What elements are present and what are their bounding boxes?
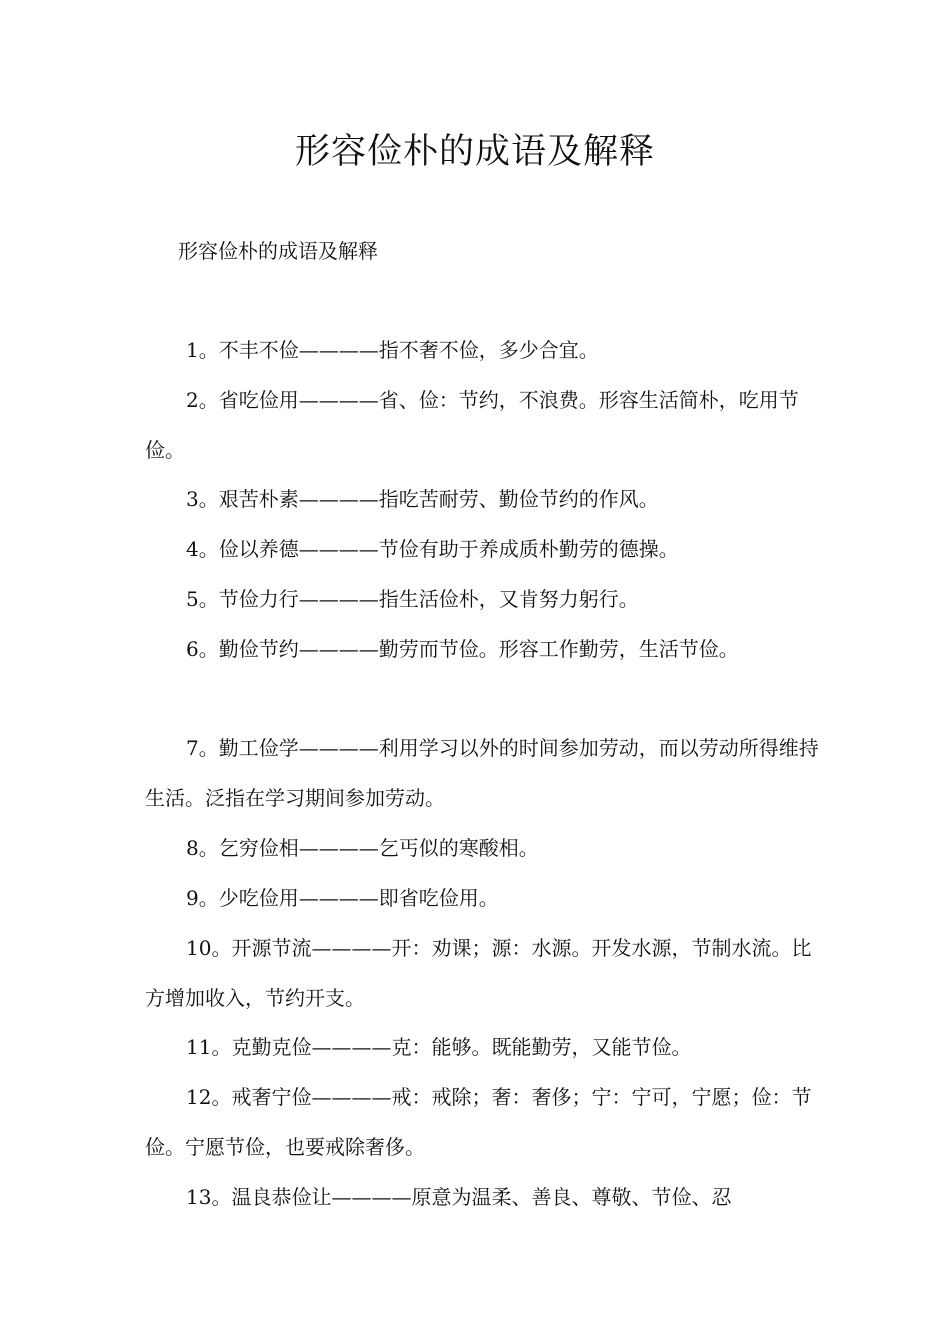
entry-text: 节俭力行————指生活俭朴，又肯努力躬行。 [218,587,639,611]
entry-text: 俭以养德————节俭有助于养成质朴勤劳的德操。 [218,537,679,561]
idiom-entry-1 [145,325,825,375]
idiom-entry-9 [145,873,825,923]
entry-text: 勤俭节约————勤劳而节俭。形容工作勤劳，生活节俭。 [218,637,739,661]
idiom-entry-11 [145,1022,825,1072]
entry-number: 3。 [186,487,219,511]
entry-text: 戒奢宁俭————戒：戒除；奢：奢侈；宁：宁可，宁愿；俭：节俭。宁愿节俭，也要戒除奢侈。 [145,1085,812,1159]
entry-number: 10。 [186,936,232,960]
entry-number: 6。 [186,637,219,661]
subtitle: 形容俭朴的成语及解释 [178,239,378,263]
idiom-entry-3 [145,474,825,524]
entry-text: 艰苦朴素————指吃苦耐劳、勤俭节约的作风。 [218,487,659,511]
entry-number: 8。 [186,836,219,860]
entry-text: 不丰不俭————指不奢不俭，多少合宜。 [218,338,599,362]
entry-text: 温良恭俭让————原意为温柔、善良、尊敬、节俭、忍 [231,1185,732,1209]
idiom-entry-8 [145,823,825,873]
entry-number: 11。 [186,1035,232,1059]
idiom-entry-4 [145,524,825,574]
entry-number: 13。 [186,1185,232,1209]
idiom-entry-7 [145,723,825,823]
idiom-entry-12 [145,1072,825,1172]
idiom-entry-5 [145,574,825,624]
entry-text: 乞穷俭相————乞丐似的寒酸相。 [218,836,539,860]
idiom-entry-10 [145,923,825,1023]
entry-text: 勤工俭学————利用学习以外的时间参加劳动，而以劳动所得维持生活。泛指在学习期间参加劳动。 [145,736,819,810]
entry-number: 7。 [186,736,219,760]
entry-number: 5。 [186,587,219,611]
entry-text: 少吃俭用————即省吃俭用。 [218,886,499,910]
entry-number: 2。 [186,388,219,412]
page-title: 形容俭朴的成语及解释 [294,132,655,172]
idiom-entry-6 [145,624,825,674]
entry-number: 12。 [186,1085,232,1109]
entry-number: 1。 [186,338,219,362]
entry-number: 9。 [186,886,219,910]
entry-number: 4。 [186,537,219,561]
entry-text: 开源节流————开：劝课；源：水源。开发水源，节制水流。比方增加收入，节约开支。 [145,936,812,1010]
entry-text: 省吃俭用————省、俭：节约，不浪费。形容生活简朴，吃用节俭。 [145,388,799,462]
idiom-entry-2 [145,375,825,475]
entry-text: 克勤克俭————克：能够。既能勤劳，又能节俭。 [231,1035,692,1059]
idiom-entry-13 [145,1172,825,1222]
